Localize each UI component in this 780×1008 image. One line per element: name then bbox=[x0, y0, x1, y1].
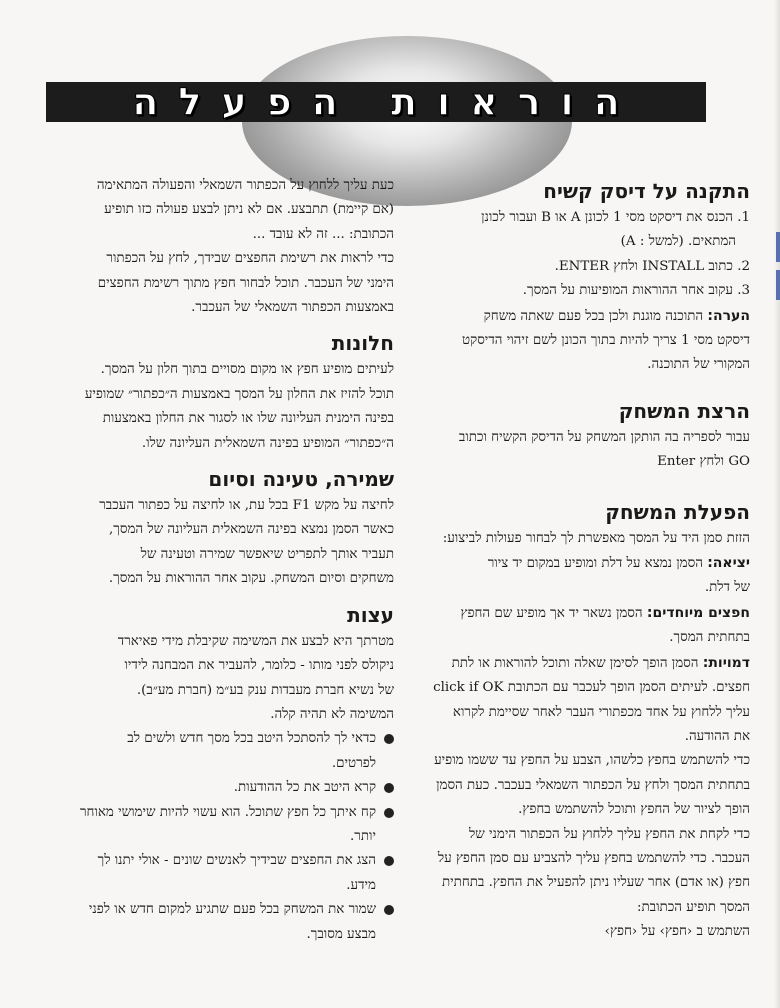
tip-line: קח איתך כל חפץ שתוכל. הוא עשוי להיות שימושי מאוחר bbox=[79, 804, 376, 820]
special-line: בתחתית המסך. bbox=[669, 630, 750, 646]
save-line: תעביר אותך לתפריט שיאפשר שמירה וטעינה של bbox=[140, 546, 394, 562]
char-line: את ההודעה. bbox=[684, 728, 750, 744]
section-heading-windows: חלונות bbox=[331, 331, 394, 356]
operate-intro: הזזת סמן היד על המסך מאפשרת לך לבחור פעולות לביצוע: bbox=[442, 530, 750, 546]
special-label: חפצים מיוחדים: bbox=[646, 604, 750, 621]
char-text: הסמן הופך לסימן שאלה ותוכל להוראות או לתת bbox=[451, 655, 699, 671]
tip-item bbox=[18, 776, 394, 800]
exit-label: יציאה: bbox=[707, 555, 750, 572]
intro-line: כדי לראות את רשימת החפצים שבידך, לחץ על הכפתור bbox=[106, 251, 394, 267]
special-text: הסמן נשאר יד אך מופיע שם החפץ bbox=[460, 605, 643, 621]
save-line: משחקים וסיום המשחק. עקוב אחר ההוראות על המסך. bbox=[108, 571, 394, 587]
note-text: התוכנה מוגנת ולכן בכל פעם שאתה משחק bbox=[483, 308, 704, 324]
note-line: המקורי של התוכנה. bbox=[647, 357, 750, 373]
run-line: עבור לספריה בה הותקן המשחק על הדיסק הקשיח וכתוב bbox=[458, 429, 750, 445]
intro-line: כעת עליך ללחוץ על הכפתור השמאלי והפעולה המתאימה bbox=[96, 178, 394, 193]
run-line: GO ולחץ Enter bbox=[657, 454, 750, 470]
use-line: כדי לקחת את החפץ עליך ללחוץ על הכפתור הימני של bbox=[469, 826, 750, 842]
note-label: הערה: bbox=[707, 307, 750, 324]
tips-list bbox=[18, 727, 394, 947]
install-step: 3. עקוב אחר ההוראות המופיעות על המסך. bbox=[522, 283, 750, 299]
title-banner bbox=[46, 82, 706, 122]
exit-line: של דלת. bbox=[704, 580, 750, 596]
tip-item bbox=[18, 727, 394, 776]
tips-intro-line: מטרתך היא לבצע את המשימה שקיבלת מידי פאיארד bbox=[117, 633, 394, 649]
char-line bbox=[412, 651, 750, 676]
bullet-icon bbox=[384, 783, 394, 793]
tip-line: כדאי לך להסתכל היטב בכל מסך חדש ולשים לב bbox=[127, 731, 376, 747]
intro-line: באמצעות הכפתור השמאלי של העכבר. bbox=[191, 300, 394, 316]
install-step: 2. כתוב INSTALL ולחץ ENTER. bbox=[554, 258, 750, 274]
tip-item bbox=[18, 898, 394, 947]
intro-line: הימני של העכבר. תוכל לבחור חפץ מתוך רשימת החפצים bbox=[97, 275, 394, 291]
note-line bbox=[412, 304, 750, 329]
section-heading-run: הרצת המשחק bbox=[618, 398, 750, 423]
windows-line: לעיתים מופיע חפץ או מקום מסויים בתוך חלון על המסך. bbox=[100, 362, 394, 378]
section-heading-save: שמירה, טעינה וסיום bbox=[208, 467, 394, 492]
bullet-icon bbox=[384, 808, 394, 818]
section-heading-operate: הפעלת המשחק bbox=[605, 499, 750, 524]
use-line: כדי להשתמש בחפץ כלשהו, הצבע על החפץ עד ששמו מופיע bbox=[434, 753, 750, 769]
note-line: דיסקט מסי 1 צריך להיות בתוך הכונן לשם זיהוי הדיסקט bbox=[461, 333, 750, 349]
tips-intro-line: המשימה לא תהיה קלה. bbox=[270, 706, 394, 722]
tip-line: יותר. bbox=[350, 828, 376, 844]
char-line: חפצים. לעיתים הסמן הופך לעכבר עם הכתובת click if OK bbox=[433, 680, 750, 696]
section-heading-install: התקנה על דיסק קשיח bbox=[543, 179, 750, 203]
save-line: לחיצה על מקש F1 בכל עת, או לחיצה על כפתור העכבר bbox=[99, 498, 394, 514]
windows-line: ה״כפתור״ המופיע בפינה השמאלית העליונה שלו. bbox=[141, 435, 394, 451]
tip-line: הצג את החפצים שבידיך לאנשים שונים - אולי יתנו לך bbox=[97, 853, 376, 869]
tips-intro-line: של נשיא חברת מעבדות ענק בע״מ (חברת מע״ב). bbox=[136, 682, 394, 698]
bullet-icon bbox=[384, 856, 394, 866]
exit-text: הסמן נמצא על דלת ומופיע במקום יד ציור bbox=[487, 556, 703, 572]
save-line: כאשר הסמן נמצא בפינה השמאלית העליונה של המסך, bbox=[109, 522, 394, 538]
tip-item bbox=[18, 849, 394, 898]
use-line: חפץ (או אדם) אחר שעליו ניתן להפעיל את החפץ. בתחתית bbox=[441, 875, 750, 891]
exit-line bbox=[412, 551, 750, 576]
intro-line: (אם קיימת) תתבצע. אם לא ניתן לבצע פעולה כזו תופיע bbox=[104, 202, 394, 218]
special-line bbox=[412, 601, 750, 626]
install-step: 1. הכנס את דיסקט מסי 1 לכונן A או B ועבור לכונן bbox=[481, 210, 750, 225]
tip-item bbox=[18, 801, 394, 850]
page-edge-mark bbox=[776, 270, 780, 300]
tip-line: לפרטים. bbox=[331, 755, 376, 771]
page-title: הוראות הפעלה bbox=[132, 80, 640, 124]
char-line: עליך ללחוץ על אחד מכפתורי העבר לאחר שסיימת לקרוא bbox=[452, 704, 750, 720]
bullet-icon bbox=[384, 734, 394, 744]
bullet-icon bbox=[384, 905, 394, 915]
windows-line: בפינה הימנית העליונה שלו או לסגור את החלון באמצעות bbox=[102, 411, 394, 427]
use-line: המסך תופיע הכתובת: bbox=[636, 899, 750, 915]
use-line: השתמש ב ‹חפץ› על ‹חפץ› bbox=[604, 924, 750, 940]
install-step: המתאים. (למשל : A) bbox=[620, 234, 736, 250]
page-edge-mark bbox=[776, 232, 780, 262]
use-line: הופך לציור של החפץ ותוכל להשתמש בחפץ. bbox=[518, 802, 750, 818]
page-edge bbox=[774, 0, 780, 1008]
tip-line: מידע. bbox=[346, 877, 376, 893]
intro-line: הכתובת: ... זה לא עובד ... bbox=[252, 226, 394, 242]
tips-intro-line: ניקולס לפני מותו - כלומר, להעביר את המבחנה לידיו bbox=[124, 658, 394, 674]
char-label: דמויות: bbox=[702, 654, 750, 671]
tip-line: מבצע מסובך. bbox=[306, 926, 376, 942]
tip-line: קרא היטב את כל ההודעות. bbox=[233, 780, 376, 796]
use-line: העכבר. כדי להשתמש בחפץ עליך להצביע עם סמן החפץ על bbox=[437, 850, 750, 866]
use-line: בתחתית המסך ולחץ על הכפתור השמאלי בעכבר. כעת הסמן bbox=[436, 777, 750, 793]
section-heading-tips: עצות bbox=[347, 602, 394, 627]
windows-line: תוכל להזיז את החלון על המסך באמצעות ה״כפתור״ שמופיע bbox=[84, 386, 394, 402]
left-column bbox=[18, 174, 394, 947]
right-column bbox=[412, 176, 750, 945]
tip-line: שמור את המשחק בכל פעם שתגיע למקום חדש או לפני bbox=[88, 902, 376, 918]
